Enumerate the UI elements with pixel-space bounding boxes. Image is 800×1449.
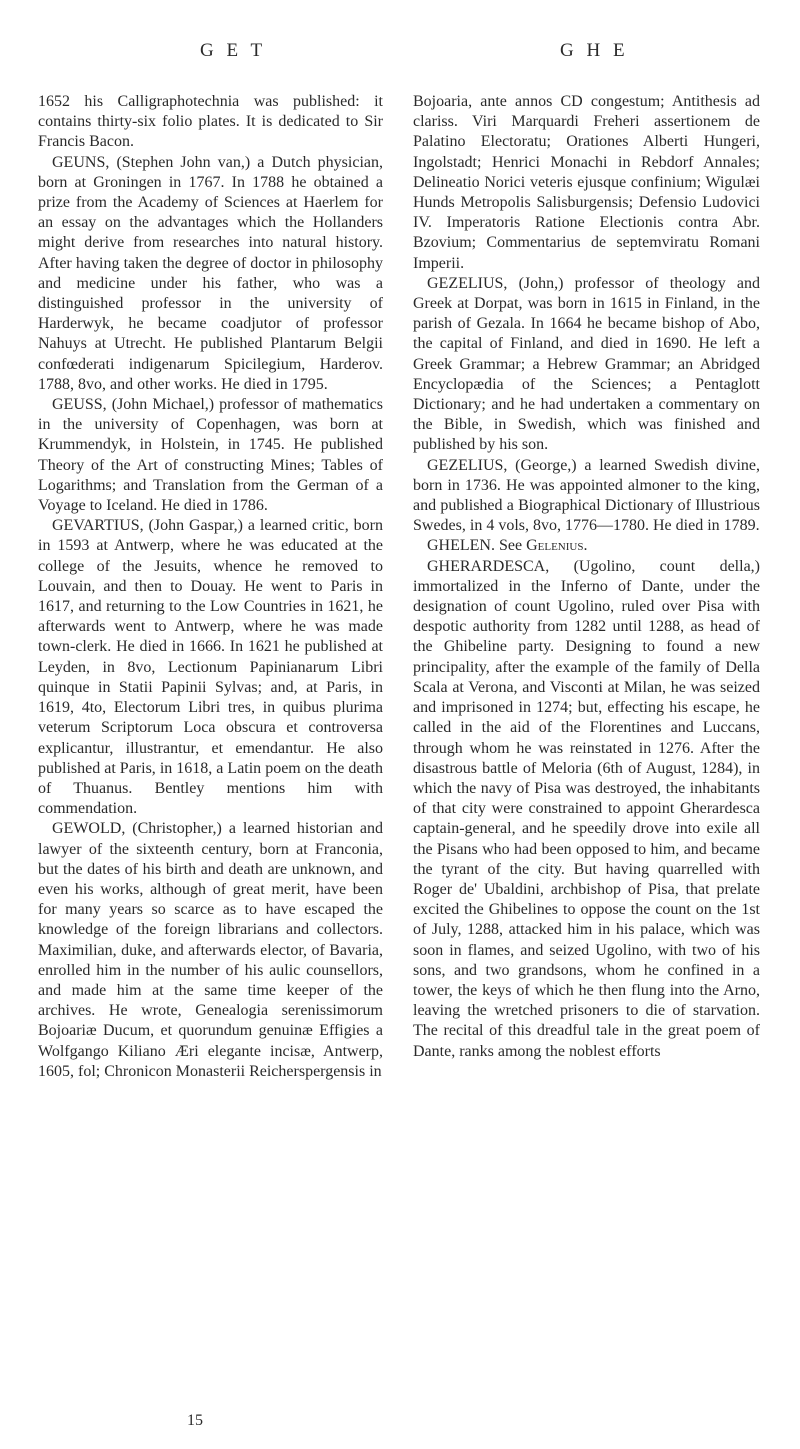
entry-body: (Stephen John van,) a Dutch physician, born at Groningen in 1767. In 1788 he obtained a prize from the Academy of Sciences at Haerlem for an essay on the advantages which the Hollanders might derive from researches into natural history. After having taken the degree of doctor in philosophy and medicine under his father, who was a distinguished professor in the university of Harderwyk, he became coadjutor of professor Nahuys at Utrecht. He published Plantarum Belgii confœderati indigenarum Spicilegium, Harderov. 1788, 8vo, and other works. He died in 1795.	[38, 153, 383, 393]
entry-body: See	[494, 537, 527, 555]
entry-body: (John,) professor of theology and Greek at Dorpat, was born in 1615 in Finland, in the parish of Gezala. In 1664 he became bishop of Abo, the capital of Finland, and died in 1690. He left a Greek Grammar; a Hebrew Grammar; an Abridged Encyclopædia of the Sciences; a Pentaglott Dictionary; and he had undertaken a commentary on the Bible, in Swedish, which was finished and published by his son.	[413, 274, 760, 454]
entry-headword: GEUNS,	[52, 153, 110, 171]
dictionary-entry	[38, 153, 383, 395]
entry-headword: GEZELIUS,	[427, 456, 508, 474]
left-column	[38, 92, 383, 1082]
entry-headword: GEZELIUS,	[427, 274, 508, 292]
entry-body: (Ugolino, count della,) immortalized in the Inferno of Dante, under the designation of count Ugolino, ruled over Pisa with despotic authority from 1282 until 1288, as head of the Ghibeline party. Designing to found a new principality, after the example of the family of Della Scala at Verona, and Visconti at Milan, he was seized and imprisoned in 1274; but, effecting his escape, he called in the aid of the Florentines and Luccans, through whom he was reinstated in 1276. After the disastrous battle of Meloria (6th of August, 1284), in which the navy of Pisa was destroyed, the inhabitants of that city were constrained to appoint Gherardesca captain-general, and he speedily drove into exile all the Pisans who had been opposed to him, and became the tyrant of the city. But having quarrelled with Roger de' Ubaldini, archbishop of Pisa, that prelate excited the Ghibelines to oppose the count on the 1st of July, 1288, attacked him in his palace, which was soon in flames, and seized Ugolino, with two of his sons, and two grandsons, whom he confined in a tower, the keys of which he then flung into the Arno, leaving the wretched prisoners to die of starvation. The recital of this dreadful tale in the great poem of Dante, ranks among the noblest efforts	[413, 557, 760, 1060]
entry-body: (George,) a learned Swedish divine, born in 1736. He was appointed almoner to the king, and published a Biographical Dictionary of Illustrious Swedes, in 4 vols, 8vo, 1776—1780. He died in 1789.	[413, 456, 760, 535]
entry-headword: GHELEN.	[427, 537, 495, 555]
entry-headword: GEUSS,	[52, 396, 107, 414]
dictionary-entry	[413, 274, 760, 456]
page-number: 15	[187, 1412, 203, 1429]
dictionary-entry	[38, 395, 383, 516]
dictionary-entry	[38, 516, 383, 819]
continued-text: 1652 his Calligraphotechnia was published: it contains thirty-six folio plates. It is dedicated to Sir Francis Bacon.	[38, 93, 383, 151]
right-column	[413, 92, 760, 1062]
cross-reference-target: Gelenius.	[526, 537, 588, 555]
header-left: G E T	[200, 40, 267, 61]
entry-headword: GEWOLD,	[52, 820, 126, 838]
entry-body: (John Gaspar,) a learned critic, born in 1593 at Antwerp, where he was educated at the college of the Jesuits, whence he removed to Louvain, and then to Douay. He went to Paris in 1617, and returning to the Low Countries in 1621, he afterwards went to Antwerp, where he was made town-clerk. He died in 1666. In 1621 he published at Leyden, in 8vo, Lectionum Papinianarum Libri quinque in Statii Papinii Sylvas; and, at Paris, in 1619, 4to, Electorum Libri tres, in quibus plurima veterum Scriptorum Loca obscura et controversa explicantur, illustrantur, et emendantur. He also published at Paris, in 1618, a Latin poem on the death of Thuanus. Bentley mentions him with commendation.	[38, 517, 383, 818]
entry-headword: GEVARTIUS,	[52, 517, 144, 535]
header-right: G H E	[560, 40, 629, 61]
dictionary-entry	[413, 557, 760, 1062]
running-header	[0, 40, 800, 70]
continued-text: Bojoaria, ante annos CD congestum; Antithesis ad clariss. Viri Marquardi Freheri assertionem de Palatino Electoratu; Orationes Alberti Hungeri, Ingolstadt; Henrici Monachi in Rebdorf Annales; Delineatio Norici veteris ejusque confinium; Wigulæi Hunds Metropolis Salisburgensis; Defensio Ludovici IV. Imperatoris Ratione Electionis contra Abr. Bzovium; Commentarius de septemviratu Romani Imperii.	[413, 93, 760, 272]
entry-body: (John Michael,) professor of mathematics in the university of Copenhagen, was born at Krummendyk, in Holstein, in 1745. He published Theory of the Art of constructing Mines; Tables of Logarithms; and Translation from the German of a Voyage to Iceland. He died in 1786.	[38, 396, 383, 515]
entry-headword: GHERARDESCA,	[427, 557, 550, 575]
cross-reference-entry	[413, 536, 760, 556]
dictionary-entry	[413, 456, 760, 537]
dictionary-entry	[38, 819, 383, 1082]
entry-body: (Christopher,) a learned historian and lawyer of the sixteenth century, born at Franconia, but the dates of his birth and death are unknown, and even his works, although of great merit, have been for many years so scarce as to have escaped the knowledge of the foreign librarians and collectors. Maximilian, duke, and afterwards elector, of Bavaria, enrolled him in the number of his aulic counsellors, and made him at the same time keeper of the archives. He wrote, Genealogia serenissimorum Bojoariæ Ducum, et quorundum genuinæ Effigies a Wolfgango Kiliano Æri elegante incisæ, Antwerp, 1605, fol; Chronicon Monasterii Reicherspergensis in	[38, 820, 383, 1080]
